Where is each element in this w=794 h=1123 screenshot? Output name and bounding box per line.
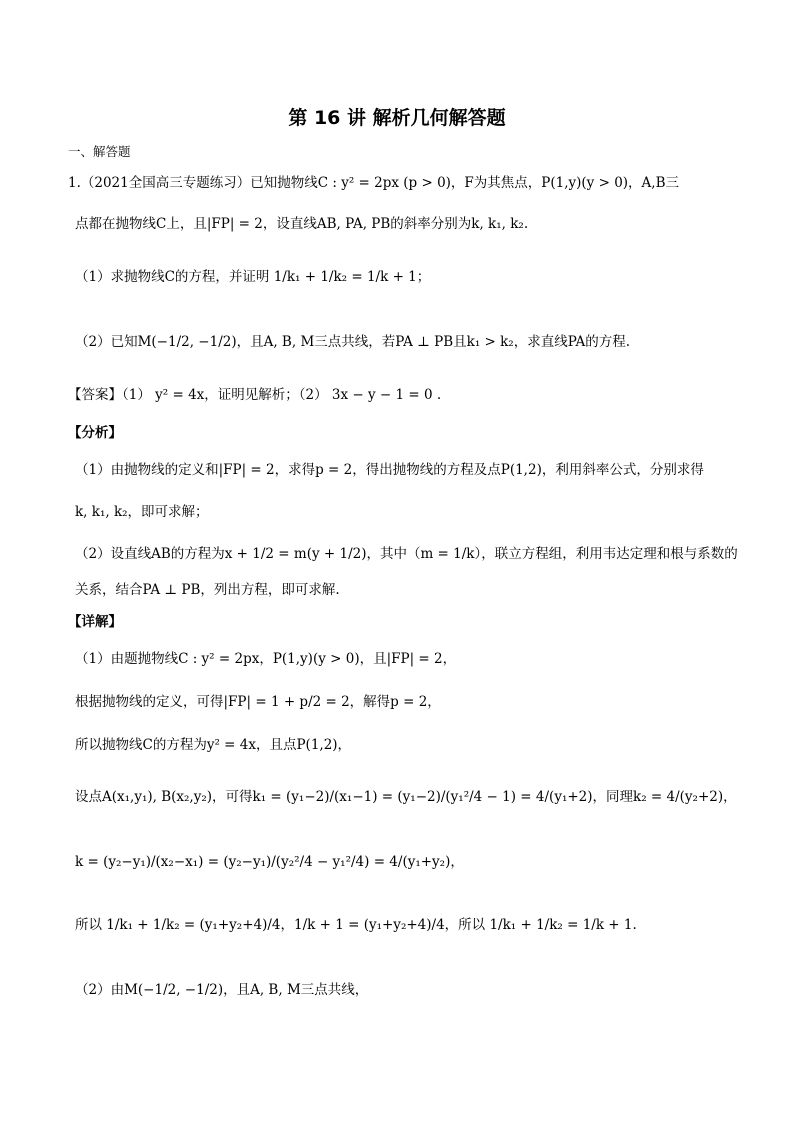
detail-line-6: 所以 1/k₁ + 1/k₂ = (y₁+y₂+4)/4，1/k + 1 = (y₁+y₂+4)/4，所以 1/k₁ + 1/k₂ = 1/k + 1. [75,917,637,933]
section-heading: 一、解答题 [68,144,131,159]
detail-line-4: 设点A(x₁,y₁), B(x₂,y₂)，可得k₁ = (y₁−2)/(x₁−1) = (y₁−2)/(y₁²/4 − 1) = 4/(y₁+2)，同理k₂ = 4/(y₂+2)， [75,789,737,805]
detail-line-1: （1）由题抛物线C : y² = 2px，P(1,y)(y > 0)，且|FP| = 2， [75,651,457,667]
detail-line-5: k = (y₂−y₁)/(x₂−x₁) = (y₂−y₁)/(y₂²/4 − y₁²/4) = 4/(y₁+y₂)， [75,854,464,870]
detail-line-2: 根据抛物线的定义，可得|FP| = 1 + p/2 = 2，解得p = 2， [75,694,441,710]
detail-heading: 【详解】 [68,614,122,630]
problem-line-1: 1.（2021全国高三专题练习）已知抛物线C : y² = 2px (p > 0)，F为其焦点，P(1,y)(y > 0)，A,B三 [68,175,680,191]
detail-line-7: （2）由M(−1/2, −1/2)，且A, B, M三点共线， [75,982,369,998]
question-1: （1）求抛物线C的方程，并证明 1/k₁ + 1/k₂ = 1/k + 1； [75,269,431,285]
analysis-line-4: 关系，结合PA ⊥ PB，列出方程，即可求解. [75,582,340,598]
analysis-line-2: k, k₁, k₂，即可求解； [75,504,209,520]
problem-line-2: 点都在抛物线C上，且|FP| = 2，设直线AB, PA, PB的斜率分别为k, k₁, k₂. [75,216,529,232]
page-title: 第 16 讲 解析几何解答题 [288,107,506,129]
analysis-line-3: （2）设直线AB的方程为x + 1/2 = m(y + 1/2)，其中（m = 1/k），联立方程组，利用韦达定理和根与系数的 [75,546,738,562]
question-2: （2）已知M(−1/2, −1/2)，且A, B, M三点共线，若PA ⊥ PB且k₁ > k₂，求直线PA的方程. [75,334,631,350]
analysis-heading: 【分析】 [68,425,122,441]
answer-line: 【答案】（1） y² = 4x，证明见解析；（2） 3x − y − 1 = 0 . [68,387,442,403]
analysis-line-1: （1）由抛物线的定义和|FP| = 2，求得p = 2，得出抛物线的方程及点P(1,2)，利用斜率公式，分别求得 [75,462,704,478]
detail-line-3: 所以抛物线C的方程为y² = 4x，且点P(1,2)， [75,737,352,753]
